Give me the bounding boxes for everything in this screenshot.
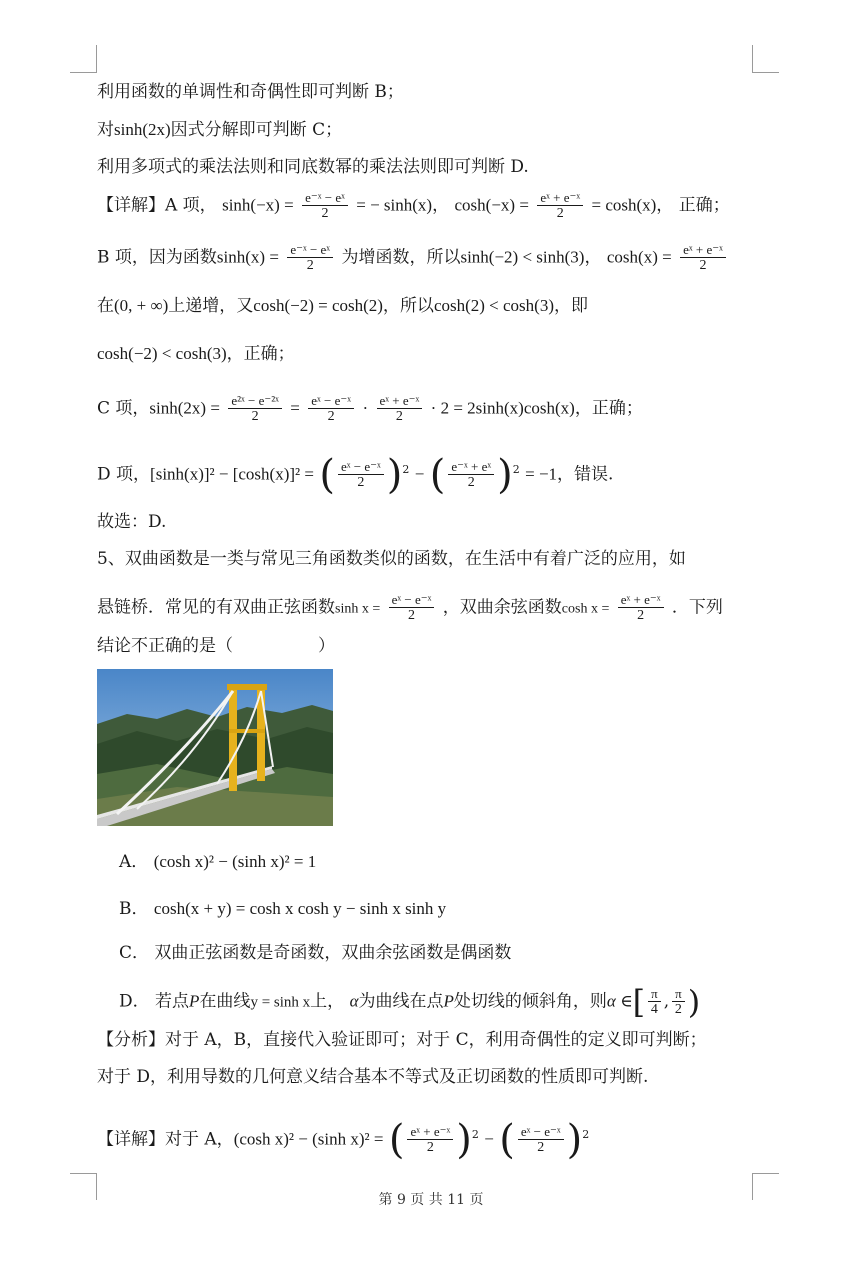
fraction-numerator: eˣ + e⁻ˣ: [407, 1124, 453, 1140]
math-expression: cosh x =: [561, 601, 610, 617]
fraction-denominator: 2: [321, 206, 329, 221]
text: 处切线的倾斜角，则: [453, 991, 607, 1012]
option-label: D．: [119, 991, 150, 1012]
fraction-numerator: eˣ − e⁻ˣ: [389, 592, 435, 608]
math-expression: cosh(−2) = cosh(2)，: [253, 296, 400, 315]
fraction-numerator: e⁻ˣ + eˣ: [448, 459, 494, 475]
text-line: [97, 119, 342, 141]
fraction-numerator: eˣ − e⁻ˣ: [518, 1124, 564, 1140]
fraction: [618, 592, 664, 624]
math-expression: cosh(−2) < cosh(3)，: [97, 344, 244, 363]
math-expression: sinh(−x) =: [222, 195, 294, 215]
fraction: [537, 190, 583, 222]
fraction-numerator: e⁻ˣ − eˣ: [302, 190, 348, 206]
fraction: [672, 986, 685, 1018]
fraction-denominator: 2: [306, 258, 314, 273]
text: C 项，: [97, 398, 150, 419]
text: 错误.: [574, 464, 614, 485]
text: 【详解】A 项，: [97, 195, 217, 216]
math-expression: sinh(2x): [114, 120, 171, 139]
fraction-numerator: eˣ + e⁻ˣ: [680, 242, 726, 258]
math-expression: y = sinh x: [250, 994, 311, 1011]
fraction: [287, 242, 333, 274]
math-expression: sinh(−2) < sinh(3)，: [460, 247, 602, 267]
math-expression: · 2 = 2sinh(x)cosh(x)，: [430, 398, 592, 418]
fraction-numerator: e⁻ˣ − eˣ: [287, 242, 333, 258]
math-expression: sinh(2x) =: [149, 398, 220, 418]
solution-line: 【详解】对于 A，(cosh x)² − (sinh x)² = ( $\frac{\text{eˣ + e⁻ˣ}}{2}$ )$^2$ − ( $\frac{\text{eˣ − e⁻ˣ}}{2}$ )$^2$: [97, 1117, 590, 1163]
fraction-denominator: 2: [637, 608, 645, 623]
math-expression: cosh(−x) =: [454, 195, 529, 215]
math-expression: α: [349, 991, 359, 1011]
math-expression: (cosh x)² − (sinh x)² =: [233, 1129, 384, 1149]
text: 【分析】对于 A，B，直接代入验证即可；对于 C，利用奇偶性的定义即可判断；: [97, 1030, 707, 1050]
math-expression: = −1，: [525, 464, 575, 484]
analysis-line: [97, 1029, 707, 1051]
option-label: B．: [119, 899, 149, 919]
solution-b-line: [97, 242, 729, 274]
fraction-denominator: 2: [327, 409, 335, 424]
text: 利用函数的单调性和奇偶性即可判断 B；: [97, 82, 404, 102]
text: ，双曲余弦函数: [442, 597, 562, 618]
fraction: [680, 242, 726, 274]
fraction: [377, 393, 423, 425]
fraction: [648, 986, 661, 1018]
text: 利用多项式的乘法法则和同底数幂的乘法法则即可判断 D.: [97, 157, 529, 177]
text: 因式分解即可判断 C；: [170, 120, 343, 140]
math-expression: [sinh(x)]² − [cosh(x)]² =: [150, 464, 314, 484]
text-line: [97, 81, 404, 103]
math-expression: sinh x =: [335, 601, 381, 617]
fraction-denominator: 2: [467, 475, 475, 490]
text: 悬链桥．常见的有双曲正弦函数: [97, 597, 335, 618]
text: 双曲正弦函数是奇函数，双曲余弦函数是偶函数: [154, 943, 512, 963]
crop-mark-bottom-left: [70, 1173, 97, 1174]
math-expression: P: [443, 991, 454, 1011]
fraction: [228, 393, 282, 425]
solution-d-line: D 项，[sinh(x)]² − [cosh(x)]² = ( $\frac{\text{eˣ − e⁻ˣ}}{2}$ )$^2$ − ( $\frac{\text{e⁻ˣ + eˣ}}{2}$ )$^2$ = −1，错误.: [97, 452, 614, 498]
fraction-denominator: 2: [426, 1140, 434, 1155]
option-c: [119, 942, 511, 964]
fraction-denominator: 2: [395, 409, 403, 424]
text: 为增函数，所以: [341, 247, 461, 268]
text: 上递增，又: [168, 296, 254, 316]
text: 上，: [310, 991, 345, 1012]
math-expression: (cosh x)² − (sinh x)² = 1: [153, 852, 317, 871]
math-expression: = cosh(x)，: [591, 195, 674, 215]
option-b: [119, 898, 446, 920]
text: 在: [97, 296, 114, 316]
fraction: [407, 1124, 453, 1156]
fraction-denominator: 2: [537, 1140, 545, 1155]
question-line: [97, 635, 335, 657]
text: 【详解】对于 A，: [97, 1129, 234, 1150]
solution-c-line: C 项，sinh(2x) = $\frac{\text{e²ˣ − e⁻²ˣ}}{2}$ = $\frac{\text{eˣ − e⁻ˣ}}{2}$ · $\frac{\text{eˣ + e⁻ˣ}}{2}$ · 2 = 2sinh(x)cosh(x)，正确；: [97, 393, 643, 424]
text: 故选：D.: [97, 512, 167, 532]
text: 即: [571, 296, 588, 316]
fraction: [302, 190, 348, 222]
fraction-denominator: 2: [556, 206, 564, 221]
analysis-line: [97, 1066, 648, 1088]
fraction: [308, 393, 354, 425]
crop-mark-top-right: [752, 45, 753, 72]
answer-line: [97, 511, 166, 533]
text: D 项，: [97, 464, 151, 485]
question-line: [97, 592, 723, 624]
fraction-denominator: 2: [357, 475, 365, 490]
fraction-numerator: eˣ + e⁻ˣ: [618, 592, 664, 608]
math-expression: (0, + ∞): [114, 296, 169, 315]
fraction: [448, 459, 494, 491]
fraction-denominator: 2: [251, 409, 259, 424]
option-label: A．: [119, 852, 149, 872]
math-expression: α ∈: [606, 991, 633, 1011]
text: 结论不正确的是（ ）: [97, 636, 335, 656]
fraction-denominator: 2: [699, 258, 707, 273]
text: ．下列: [671, 597, 723, 618]
crop-mark-top-left: [96, 45, 97, 72]
option-label: C．: [119, 943, 150, 963]
text: 对于 D，利用导数的几何意义结合基本不等式及正切函数的性质即可判断.: [97, 1067, 649, 1087]
fraction-denominator: 2: [408, 608, 416, 623]
crop-mark-bottom-right: [752, 1173, 779, 1174]
page-footer: 第 9 页 共 11 页: [378, 1192, 484, 1208]
solution-a-line: [97, 190, 730, 222]
math-expression: cosh(x + y) = cosh x cosh y − sinh x sinh y: [153, 899, 447, 918]
math-expression: = − sinh(x)，: [356, 195, 450, 215]
fraction: [518, 1124, 564, 1156]
text: 若点: [155, 991, 190, 1012]
fraction-numerator: e²ˣ − e⁻²ˣ: [228, 393, 282, 409]
fraction-numerator: eˣ + e⁻ˣ: [537, 190, 583, 206]
question-line: [97, 548, 686, 570]
crop-mark-top-left: [70, 72, 97, 73]
fraction-numerator: eˣ + e⁻ˣ: [377, 393, 423, 409]
text: 5、双曲函数是一类与常见三角函数类似的函数，在生活中有着广泛的应用，如: [97, 549, 686, 569]
text: 正确；: [591, 398, 643, 419]
math-expression: sinh(x) =: [216, 247, 279, 267]
text: 正确；: [678, 195, 730, 216]
fraction-numerator: π: [672, 986, 685, 1002]
text: 对: [97, 120, 114, 140]
fraction: [389, 592, 435, 624]
math-expression: cosh(2) < cosh(3)，: [433, 296, 571, 315]
option-a: [119, 851, 316, 873]
solution-b-line: [97, 295, 588, 317]
text: 所以: [399, 296, 434, 316]
text: 为曲线在点: [358, 991, 444, 1012]
text: 正确；: [243, 344, 295, 364]
bridge-photo: [97, 669, 333, 826]
option-d: D． 若点P在曲线y = sinh x上， α为曲线在点P处切线的倾斜角，则α ∈[ $\frac{\pi}{4}$ , $\frac{\pi}{2}$ ): [119, 983, 701, 1021]
crop-mark-top-right: [752, 72, 779, 73]
fraction: [338, 459, 384, 491]
text: B 项，因为函数: [97, 247, 217, 268]
text-line: [97, 156, 529, 178]
text: 在曲线: [199, 991, 251, 1012]
fraction-numerator: π: [648, 986, 661, 1002]
fraction-denominator: 2: [674, 1002, 682, 1017]
solution-b-line: [97, 343, 295, 365]
math-expression: cosh(x) =: [606, 247, 672, 267]
fraction-numerator: eˣ − e⁻ˣ: [338, 459, 384, 475]
fraction-denominator: 4: [650, 1002, 658, 1017]
math-expression: P: [189, 991, 200, 1011]
fraction-numerator: eˣ − e⁻ˣ: [308, 393, 354, 409]
